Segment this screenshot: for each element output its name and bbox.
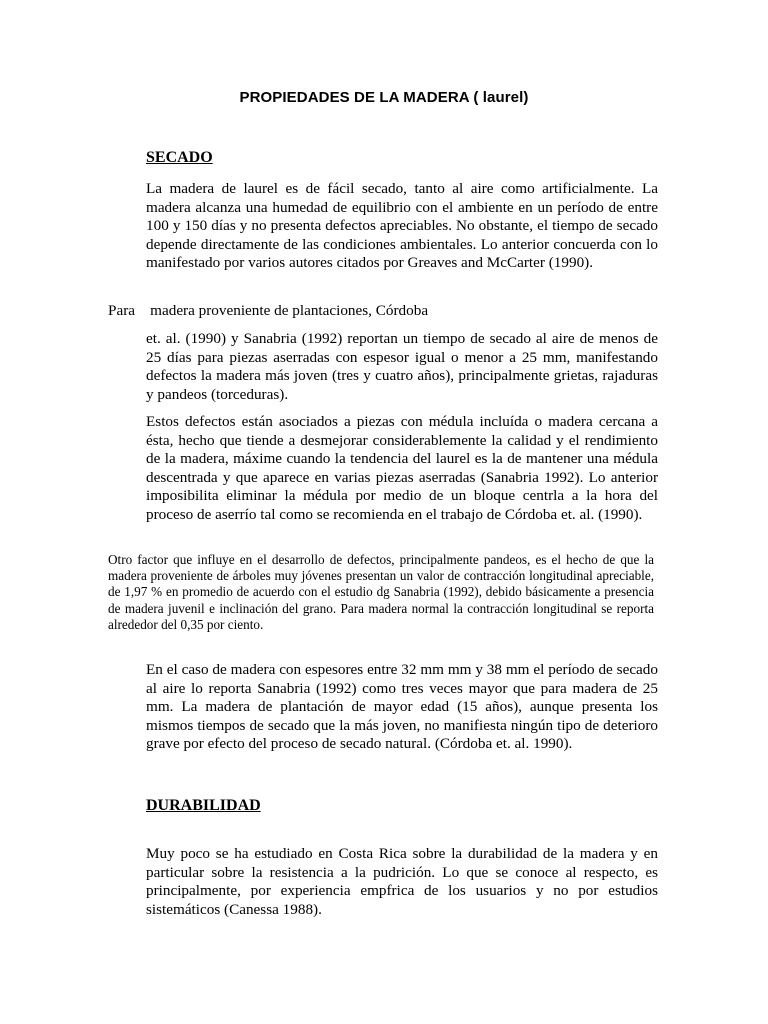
- paragraph-secado-2-lead: Para madera proveniente de plantaciones, Córdoba: [108, 302, 429, 319]
- paragraph-secado-4: [108, 552, 654, 633]
- section-heading-durabilidad: DURABILIDAD: [146, 797, 261, 814]
- paragraph-text: La madera de laurel es de fácil secado, tanto al aire como artificialmente. La madera alcanza una humedad de equilibrio con el ambiente en un período de entre 100 y 150 días y no presenta defectos apreciables. No obstante, el tiempo de secado depende directamente de las condiciones ambientales. Lo anterior concuerda con lo manifestado por varios autores citados por Greaves and McCarter (1990).: [146, 180, 658, 272]
- paragraph-secado-2: [146, 330, 658, 404]
- paragraph-secado-5: [146, 661, 658, 754]
- paragraph-secado-1: [146, 180, 658, 273]
- section-heading-secado: SECADO: [146, 149, 213, 166]
- paragraph-text: Estos defectos están asociados a piezas con médula incluída o madera cercana a ésta, hecho que tiende a desmejorar considerablemente la calidad y el rendimiento de la madera, máxime cuando la tendencia del laurel es la de mantener una médula descentrada y que aparece en varias piezas aserradas (Sanabria 1992). Lo anterior imposibilita eliminar la médula por medio de un bloque centrla a la hora del proceso de aserrío tal como se recomienda en el trabajo de Córdoba et. al. (1990).: [146, 413, 658, 523]
- paragraph-text: En el caso de madera con espesores entre 32 mm mm y 38 mm el período de secado al aire lo reporta Sanabria (1992) como tres veces mayor que para madera de 25 mm. La madera de plantación de mayor edad (15 años), aunque presenta los mismos tiempos de secado que la más joven, no manifiesta ningún tipo de deterioro grave por efecto del proceso de secado natural. (Córdoba et. al. 1990).: [146, 661, 658, 753]
- paragraph-durabilidad-1: [146, 845, 658, 919]
- document-title: PROPIEDADES DE LA MADERA ( laurel): [239, 89, 529, 106]
- paragraph-text: et. al. (1990) y Sanabria (1992) reportan un tiempo de secado al aire de menos de 25 días para piezas aserradas con espesor igual o menor a 25 mm, manifestando defectos la madera más joven (tres y cuatro años), principalmente grietas, rajaduras y pandeos (torceduras).: [146, 330, 658, 403]
- paragraph-secado-3: [146, 413, 658, 525]
- paragraph-text: Otro factor que influye en el desarrollo de defectos, principalmente pandeos, es el hecho de que la madera proveniente de árboles muy jóvenes presentan un valor de contracción longitudinal apreciable, de 1,97 % en promedio de acuerdo con el estudio dg Sanabria (1992), debido básicamente a presencia de madera juvenil e inclinación del grano. Para madera normal la contracción longitudinal se reporta alrededor del 0,35 por ciento.: [108, 552, 654, 632]
- paragraph-text: Muy poco se ha estudiado en Costa Rica sobre la durabilidad de la madera y en particular sobre la resistencia a la pudrición. Lo que se conoce al respecto, es principalmente, por experiencia empfrica de los usuarios y no por estudios sistemáticos (Canessa 1988).: [146, 845, 658, 918]
